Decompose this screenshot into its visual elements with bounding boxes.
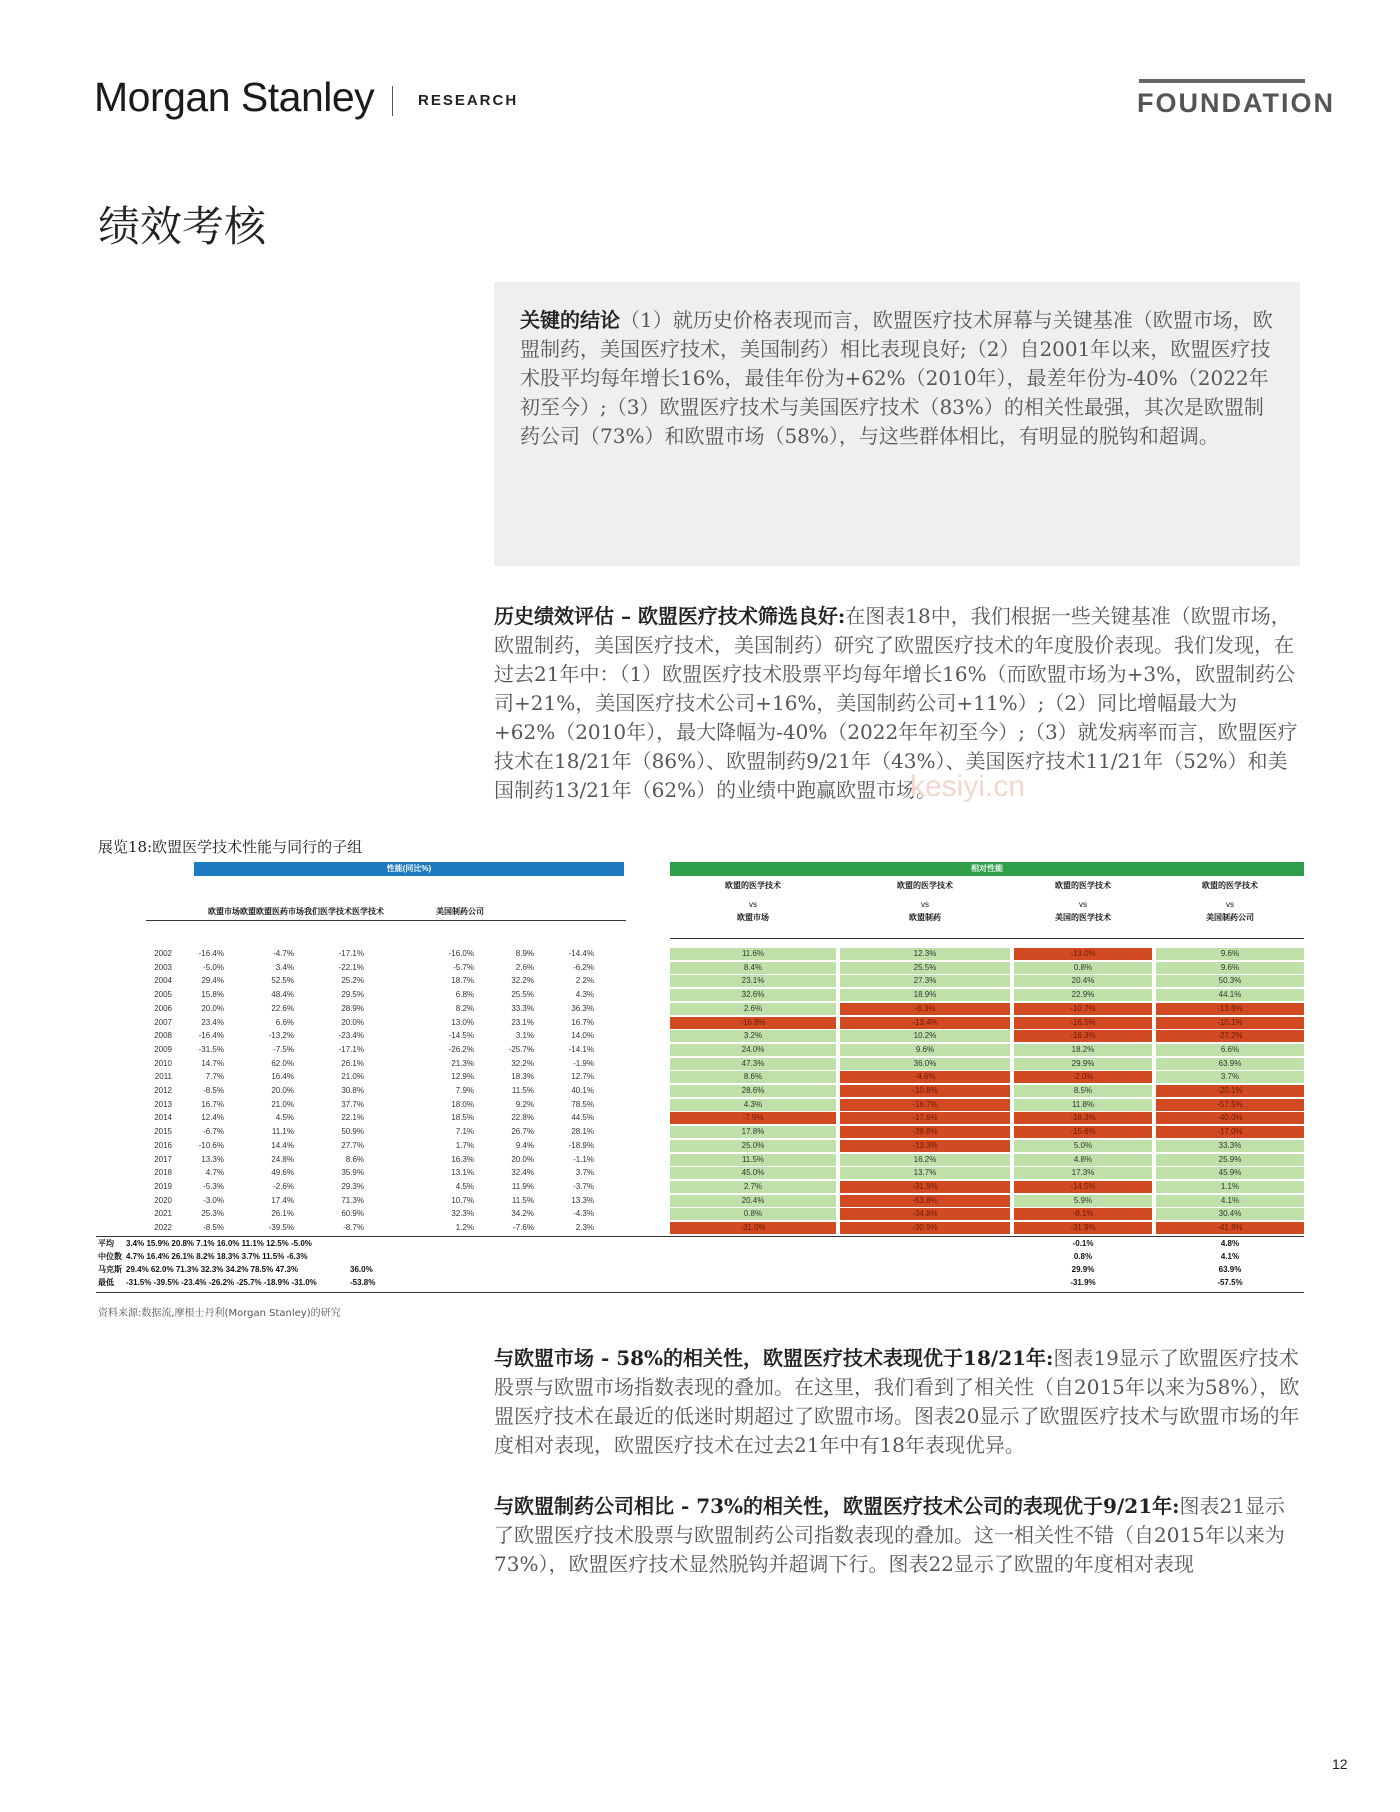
research-label: RESEARCH — [418, 92, 519, 109]
rel-cell: 10.2% — [840, 1030, 1010, 1042]
abs-cell: -3.7% — [573, 1181, 594, 1191]
pharma-paragraph — [494, 1492, 1300, 1579]
rel-cell: 8.4% — [670, 962, 836, 974]
abs-cell: 7.1% — [455, 1127, 474, 1137]
abs-cell: 32.4% — [511, 1168, 534, 1178]
table-row-year: 2002 — [154, 949, 172, 958]
table-row-year: 2022 — [154, 1223, 172, 1232]
abs-cell: 21.0% — [271, 1099, 294, 1109]
rel-cell: -16.8% — [670, 1017, 836, 1029]
abs-cell: 6.6% — [275, 1017, 294, 1027]
abs-cell: 9.4% — [515, 1140, 534, 1150]
us-pharma-label: 美国制药公司 — [436, 907, 484, 916]
rel-cell: 28.6% — [670, 1085, 836, 1097]
abs-cell: -16.0% — [448, 949, 474, 958]
rel-cell: -30.9% — [840, 1222, 1010, 1234]
abs-header-underline — [146, 920, 626, 921]
rel-cell: -13.4% — [840, 1017, 1010, 1029]
abs-cell: 21.0% — [341, 1072, 364, 1082]
rel-cell: -27.2% — [1156, 1030, 1304, 1042]
abs-cell: 28.1% — [571, 1127, 594, 1137]
rel-cell: -40.0% — [1156, 1112, 1304, 1124]
rel-cell: -10.8% — [840, 1085, 1010, 1097]
rel-cell: -17.0% — [1156, 1126, 1304, 1138]
abs-cell: -6.7% — [203, 1127, 224, 1137]
rel-cell: 5.0% — [1014, 1140, 1152, 1152]
abs-cell: 4.7% — [205, 1168, 224, 1178]
abs-cell: -23.4% — [338, 1031, 364, 1041]
rel-cell: 47.3% — [670, 1058, 836, 1070]
abs-cell: -7.6% — [513, 1223, 534, 1232]
abs-cell: 8.6% — [345, 1154, 364, 1164]
rel-cell: 17.8% — [670, 1126, 836, 1138]
abs-cell: -25.7% — [508, 1044, 534, 1054]
abs-cell: 26.7% — [511, 1127, 534, 1137]
rel-cell: -20.1% — [1156, 1085, 1304, 1097]
abs-cell: 9.2% — [515, 1099, 534, 1109]
abs-cell: 21.3% — [451, 1058, 474, 1068]
rel-cell: -16.5% — [1014, 1017, 1152, 1029]
abs-cell: 11.5% — [511, 1086, 534, 1095]
abs-cell: 30.8% — [341, 1086, 364, 1095]
abs-cell: 62.0% — [271, 1058, 294, 1068]
abs-perf-header: 性能(同比%) — [386, 864, 432, 873]
abs-cell: 13.0% — [451, 1017, 474, 1027]
abs-cell: -5.3% — [203, 1181, 224, 1191]
abs-cell: 22.8% — [511, 1113, 534, 1123]
table-row-year: 2018 — [154, 1168, 172, 1178]
rel-cell: 16.2% — [840, 1154, 1010, 1166]
abs-cell: 12.4% — [201, 1113, 224, 1123]
abs-cell: 4.5% — [455, 1181, 474, 1191]
summary-rel3: -31.9% — [1070, 1277, 1096, 1287]
abs-cell: 13.3% — [201, 1154, 224, 1164]
abs-cell: -14.4% — [568, 949, 594, 958]
rel-cell: 9.6% — [1156, 962, 1304, 974]
abs-cell: 8.2% — [455, 1003, 474, 1013]
abs-cell: 12.7% — [571, 1072, 594, 1082]
abs-cell: 24.8% — [271, 1154, 294, 1164]
morgan-stanley-logo: Morgan Stanley — [94, 74, 375, 120]
abs-cell: -1.9% — [573, 1058, 594, 1068]
abs-cell: 15.8% — [201, 990, 224, 1000]
rel-cell: 63.9% — [1156, 1058, 1304, 1070]
abs-cell: -17.1% — [338, 949, 364, 958]
summary-label: 马克斯 — [98, 1264, 122, 1274]
abs-cell: 7.9% — [455, 1086, 474, 1095]
summary-label: 中位数 — [98, 1251, 122, 1261]
abs-cell: -22.1% — [338, 962, 364, 972]
abs-cell: 29.5% — [341, 990, 364, 1000]
rel-cell: 9.6% — [840, 1044, 1010, 1056]
abs-cell: 20.0% — [201, 1003, 224, 1013]
key-conclusions-text — [520, 306, 1280, 451]
rel-cell: -57.5% — [1156, 1099, 1304, 1111]
rel-cell: 36.0% — [840, 1058, 1010, 1070]
rel-cell: -13.0% — [1014, 948, 1152, 960]
abs-cell: 17.4% — [271, 1195, 294, 1205]
market-body: 图表19显示了欧盟医疗技术股票与欧盟市场指数表现的叠加。在这里，我们看到了相关性（自2015年以来为58%），欧盟医疗技术在最近的低迷时期超过了欧盟市场。图表20显示了欧盟医疗技术与欧盟市场的年度相对表现，欧盟医疗技术在过去21年中有18年表现优异。 — [494, 1346, 1300, 1457]
rel-perf-header: 相对性能 — [971, 864, 1003, 873]
table-row-year: 2004 — [154, 976, 172, 986]
rel-col-header-2-vs: vs — [921, 900, 929, 909]
historical-heading: 历史绩效评估 – 欧盟医疗技术筛选良好: — [494, 604, 846, 628]
summary-mid: -53.8% — [350, 1277, 376, 1287]
rel-col-header-1-vs: vs — [749, 900, 757, 909]
abs-cell: 52.5% — [271, 976, 294, 986]
abs-cell: 29.4% — [201, 976, 224, 986]
abs-cell: -10.6% — [198, 1140, 224, 1150]
rel-cell: -4.6% — [840, 1071, 1010, 1083]
summary-rel4: 63.9% — [1218, 1264, 1242, 1274]
rel-cell: 33.3% — [1156, 1140, 1304, 1152]
foundation-label: FOUNDATION — [1137, 88, 1335, 118]
abs-cell: 49.6% — [271, 1168, 294, 1178]
abs-cell: 6.8% — [455, 990, 474, 1000]
rel-cell: -16.3% — [1014, 1030, 1152, 1042]
table-row-year: 2009 — [154, 1044, 172, 1054]
rel-col-header-4-l2: 美国制药公司 — [1206, 913, 1254, 922]
rel-cell: -17.6% — [840, 1112, 1010, 1124]
abs-cell: 18.5% — [451, 1113, 474, 1123]
rel-col-header-3-l1: 欧盟的医学技术 — [1055, 881, 1111, 890]
rel-cell: 2.6% — [670, 1003, 836, 1015]
market-heading: 与欧盟市场 - 58%的相关性，欧盟医疗技术表现优于18/21年: — [494, 1346, 1054, 1370]
table-row-year: 2006 — [154, 1003, 172, 1013]
abs-cell: 8.9% — [515, 949, 534, 958]
rel-cell: 4.8% — [1014, 1154, 1152, 1166]
rel-cell: 18.2% — [1014, 1044, 1152, 1056]
rel-cell: 4.1% — [1156, 1195, 1304, 1207]
rel-cell: 18.9% — [840, 989, 1010, 1001]
summary-label: 平均 — [98, 1238, 114, 1248]
table-row-year: 2017 — [154, 1154, 172, 1164]
rel-cell: 50.3% — [1156, 975, 1304, 987]
abs-cell: 34.2% — [511, 1209, 534, 1219]
abs-cell: 78.5% — [571, 1099, 594, 1109]
rel-cell: 6.6% — [1156, 1044, 1304, 1056]
rel-cell: -14.5% — [1014, 1181, 1152, 1193]
rel-cell: 20.4% — [1014, 975, 1152, 987]
historical-body: 在图表18中，我们根据一些关键基准（欧盟市场，欧盟制药，美国医疗技术，美国制药）研究了欧盟医疗技术的年度股价表现。我们发现，在过去21年中：（1）欧盟医疗技术股票平均每年增长16%（而欧盟市场为+3%，欧盟制药公司+21%，美国医疗技术公司+16%，美国制药公司+11%）;（2）同比增幅最大为+62%（2010年），最大降幅为-40%（2022年年初至今）;（3）就发病率而言，欧盟医疗技术在18/21年（86%）、欧盟制药9/21年（43%）、美国医疗技术11/21年（52%）和美国制药13/21年（62%）的业绩中跑赢欧盟市场。 — [494, 604, 1298, 802]
table-row-year: 2012 — [154, 1086, 172, 1095]
historical-paragraph — [494, 602, 1300, 805]
rel-cell: 17.3% — [1014, 1167, 1152, 1179]
summary-rel4: 4.1% — [1220, 1251, 1240, 1261]
rel-cell: 2.7% — [670, 1181, 836, 1193]
abs-cell: 1.2% — [455, 1223, 474, 1232]
abs-columns-label: 欧盟市场欧盟欧盟医药市场我们医学技术医学技术 — [208, 907, 384, 916]
abs-cell: -4.3% — [573, 1209, 594, 1219]
watermark: kesiyi.cn — [910, 770, 1026, 803]
abs-cell: -1.1% — [573, 1154, 594, 1164]
abs-cell: -2.6% — [273, 1181, 294, 1191]
table-row-year: 2003 — [154, 962, 172, 972]
foundation-rule — [1139, 79, 1305, 83]
abs-cell: 18.7% — [451, 976, 474, 986]
summary-rel3: 0.8% — [1073, 1251, 1093, 1261]
table-row-year: 2015 — [154, 1127, 172, 1137]
rel-col-header-2-l1: 欧盟的医学技术 — [897, 881, 953, 890]
summary-rel4: -57.5% — [1217, 1277, 1243, 1287]
abs-cell: 37.7% — [341, 1099, 364, 1109]
rel-cell: 30.4% — [1156, 1208, 1304, 1220]
abs-cell: 50.9% — [341, 1127, 364, 1137]
table-row-year: 2020 — [154, 1195, 172, 1205]
abs-cell: -7.5% — [273, 1044, 294, 1054]
rel-cell: 20.4% — [670, 1195, 836, 1207]
abs-cell: 4.5% — [275, 1113, 294, 1123]
summary-bottom-rule — [96, 1292, 1304, 1293]
logo-divider — [392, 86, 393, 116]
rel-cell: 25.5% — [840, 962, 1010, 974]
abs-cell: 2.6% — [515, 962, 534, 972]
market-paragraph — [494, 1344, 1300, 1460]
abs-cell: 23.1% — [511, 1017, 534, 1027]
abs-cell: -6.2% — [573, 962, 594, 972]
abs-cell: 3.4% — [275, 962, 294, 972]
abs-cell: -16.4% — [198, 1031, 224, 1041]
exhibit-title: 展览18:欧盟医学技术性能与同行的子组 — [98, 838, 363, 856]
abs-cell: 48.4% — [271, 990, 294, 1000]
abs-cell: 32.3% — [451, 1209, 474, 1219]
summary-label: 最低 — [98, 1277, 114, 1287]
table-row-year: 2016 — [154, 1140, 172, 1150]
abs-cell: 7.7% — [205, 1072, 224, 1082]
abs-cell: 32.2% — [511, 1058, 534, 1068]
abs-cell: 32.2% — [511, 976, 534, 986]
abs-cell: -31.5% — [198, 1044, 224, 1054]
abs-cell: 12.9% — [451, 1072, 474, 1082]
rel-cell: -18.3% — [1014, 1112, 1152, 1124]
rel-cell: 8.5% — [1014, 1085, 1152, 1097]
table-row-year: 2010 — [154, 1058, 172, 1068]
key-conclusions-heading: 关键的结论 — [520, 308, 620, 332]
abs-cell: 14.0% — [571, 1031, 594, 1041]
abs-cell: 16.3% — [451, 1154, 474, 1164]
abs-cell: 22.6% — [271, 1003, 294, 1013]
rel-cell: 25.0% — [670, 1140, 836, 1152]
abs-cell: 25.3% — [201, 1209, 224, 1219]
rel-col-header-4-vs: vs — [1226, 900, 1234, 909]
abs-cell: 36.3% — [571, 1003, 594, 1013]
abs-cell: 16.4% — [271, 1072, 294, 1082]
abs-cell: 71.3% — [341, 1195, 364, 1205]
rel-cell: 4.3% — [670, 1099, 836, 1111]
summary-values: 29.4% 62.0% 71.3% 32.3% 34.2% 78.5% 47.3% — [126, 1264, 299, 1274]
abs-cell: -17.1% — [338, 1044, 364, 1054]
rel-cell: -31.9% — [840, 1181, 1010, 1193]
summary-values: 3.4% 15.9% 20.8% 7.1% 16.0% 11.1% 12.5% -5.0% — [126, 1238, 312, 1248]
abs-cell: 20.0% — [511, 1154, 534, 1164]
rel-cell: -2.0% — [1014, 1071, 1152, 1083]
abs-cell: 29.3% — [341, 1181, 364, 1191]
rel-col-header-3-vs: vs — [1079, 900, 1087, 909]
rel-cell: 11.5% — [670, 1154, 836, 1166]
rel-cell: -16.7% — [840, 1099, 1010, 1111]
rel-cell: 5.9% — [1014, 1195, 1152, 1207]
table-row-year: 2021 — [154, 1209, 172, 1219]
abs-cell: 1.7% — [455, 1140, 474, 1150]
abs-cell: 16.7% — [571, 1017, 594, 1027]
abs-cell: -39.5% — [268, 1223, 294, 1232]
rel-cell: -7.9% — [670, 1112, 836, 1124]
abs-cell: -14.5% — [448, 1031, 474, 1041]
rel-col-header-4-l1: 欧盟的医学技术 — [1202, 881, 1258, 890]
rel-cell: 45.0% — [670, 1167, 836, 1179]
abs-cell: -3.0% — [203, 1195, 224, 1205]
rel-cell: -6.3% — [840, 1003, 1010, 1015]
rel-cell: -34.8% — [840, 1208, 1010, 1220]
rows-bottom-rule — [96, 1236, 1304, 1237]
abs-cell: 11.1% — [271, 1127, 294, 1137]
summary-rel3: -0.1% — [1072, 1238, 1094, 1248]
table-row-year: 2019 — [154, 1181, 172, 1191]
abs-cell: 4.3% — [575, 990, 594, 1000]
summary-rel4: 4.8% — [1220, 1238, 1240, 1248]
abs-cell: 23.4% — [201, 1017, 224, 1027]
rel-cell: -31.9% — [1014, 1222, 1152, 1234]
abs-cell: 35.9% — [341, 1168, 364, 1178]
pharma-body: 图表21显示了欧盟医疗技术股票与欧盟制药公司指数表现的叠加。这一相关性不错（自2015年以来为73%），欧盟医疗技术显然脱钩并超调下行。图表22显示了欧盟的年度相对表现 — [494, 1494, 1285, 1576]
abs-cell: 11.9% — [511, 1181, 534, 1191]
rel-col-header-1-l1: 欧盟的医学技术 — [725, 881, 781, 890]
abs-cell: 13.1% — [451, 1168, 474, 1178]
table-row-year: 2008 — [154, 1031, 172, 1041]
abs-cell: 28.9% — [341, 1003, 364, 1013]
abs-cell: -16.4% — [198, 949, 224, 958]
abs-cell: -5.7% — [453, 962, 474, 972]
rel-cell: -15.6% — [1014, 1126, 1152, 1138]
table-row-year: 2011 — [154, 1072, 172, 1082]
abs-cell: 20.0% — [341, 1017, 364, 1027]
rel-cell: 3.2% — [670, 1030, 836, 1042]
exhibit-table — [96, 862, 1304, 1302]
abs-cell: 18.3% — [511, 1072, 534, 1082]
abs-cell: 22.1% — [341, 1113, 364, 1123]
rel-cell: 0.8% — [670, 1208, 836, 1220]
abs-cell: -14.1% — [568, 1044, 594, 1054]
rel-cell: 45.9% — [1156, 1167, 1304, 1179]
rel-cell: 22.9% — [1014, 989, 1152, 1001]
abs-cell: -4.7% — [273, 949, 294, 958]
rel-cell: -53.8% — [840, 1195, 1010, 1207]
abs-cell: -26.2% — [448, 1044, 474, 1054]
abs-cell: 14.7% — [201, 1058, 224, 1068]
summary-values: 4.7% 16.4% 26.1% 8.2% 18.3% 3.7% 11.5% -6.3% — [126, 1251, 308, 1261]
abs-cell: 14.4% — [271, 1140, 294, 1150]
table-row-year: 2013 — [154, 1099, 172, 1109]
abs-cell: -18.9% — [568, 1140, 594, 1150]
rel-col-header-2-l2: 欧盟制药 — [909, 913, 941, 922]
abs-cell: 26.1% — [271, 1209, 294, 1219]
summary-rel3: 29.9% — [1071, 1264, 1095, 1274]
rel-cell: 25.9% — [1156, 1154, 1304, 1166]
abs-cell: 20.0% — [271, 1086, 294, 1095]
rel-cell: 32.6% — [670, 989, 836, 1001]
rel-header-underline — [670, 938, 1304, 939]
rel-cell: 13.7% — [840, 1167, 1010, 1179]
abs-cell: 10.7% — [451, 1195, 474, 1205]
rel-cell: -41.8% — [1156, 1222, 1304, 1234]
rel-cell: 3.7% — [1156, 1071, 1304, 1083]
pharma-heading: 与欧盟制药公司相比 - 73%的相关性，欧盟医疗技术公司的表现优于9/21年: — [494, 1494, 1180, 1518]
page-number: 12 — [1332, 1756, 1348, 1772]
key-conclusions-body: （1）就历史价格表现而言，欧盟医疗技术屏幕与关键基准（欧盟市场，欧盟制药，美国医疗技术，美国制药）相比表现良好;（2）自2001年以来，欧盟医疗技术股平均每年增长16%，最佳年份为+62%（2010年），最差年份为-40%（2022年初至今）;（3）欧盟医疗技术与美国医疗技术（83%）的相关性最强，其次是欧盟制药公司（73%）和欧盟市场（58%），与这些群体相比，有明显的脱钩和超调。 — [520, 308, 1273, 448]
rel-cell: -8.1% — [1014, 1208, 1152, 1220]
abs-cell: 11.5% — [511, 1195, 534, 1205]
rel-cell: 24.0% — [670, 1044, 836, 1056]
rel-cell: 0.8% — [1014, 962, 1152, 974]
rel-cell: 27.3% — [840, 975, 1010, 987]
page-title: 绩效考核 — [98, 202, 267, 251]
table-row-year: 2005 — [154, 990, 172, 1000]
rel-cell: 9.6% — [1156, 948, 1304, 960]
rel-cell: 12.3% — [840, 948, 1010, 960]
abs-cell: 2.2% — [575, 976, 594, 986]
abs-cell: -5.0% — [203, 962, 224, 972]
summary-mid: 36.0% — [350, 1264, 373, 1274]
abs-cell: -8.5% — [203, 1086, 224, 1095]
abs-cell: 3.1% — [515, 1031, 534, 1041]
abs-cell: 26.1% — [341, 1058, 364, 1068]
abs-cell: 16.7% — [201, 1099, 224, 1109]
abs-cell: 25.5% — [511, 990, 534, 1000]
source-note: 资料来源:数据流,摩根士丹利(Morgan Stanley)的研究 — [98, 1308, 341, 1319]
abs-cell: 2.3% — [575, 1223, 594, 1232]
summary-values: -31.5% -39.5% -23.4% -26.2% -25.7% -18.9% -31.0% — [126, 1277, 317, 1287]
rel-col-header-3-l2: 美国的医学技术 — [1055, 913, 1111, 922]
table-row-year: 2007 — [154, 1017, 172, 1027]
rel-cell: 8.6% — [670, 1071, 836, 1083]
rel-cell: 44.1% — [1156, 989, 1304, 1001]
rel-cell: -31.0% — [670, 1222, 836, 1234]
rel-col-header-1-l2: 欧盟市场 — [737, 913, 769, 922]
rel-cell: -10.7% — [1014, 1003, 1152, 1015]
rel-cell: 29.9% — [1014, 1058, 1152, 1070]
abs-cell: 40.1% — [571, 1086, 594, 1095]
rel-cell: -13.8% — [1156, 1003, 1304, 1015]
rel-cell: 23.1% — [670, 975, 836, 987]
abs-cell: -8.5% — [203, 1223, 224, 1232]
table-row-year: 2014 — [154, 1113, 172, 1123]
rel-cell: -39.8% — [840, 1126, 1010, 1138]
abs-cell: 60.9% — [341, 1209, 364, 1219]
abs-cell: -8.7% — [343, 1223, 364, 1232]
rel-cell: 1.1% — [1156, 1181, 1304, 1193]
abs-cell: 3.7% — [575, 1168, 594, 1178]
abs-cell: 25.2% — [341, 976, 364, 986]
abs-cell: 33.3% — [511, 1003, 534, 1013]
rel-cell: -10.1% — [1156, 1017, 1304, 1029]
abs-cell: 27.7% — [341, 1140, 364, 1150]
abs-cell: 18.0% — [451, 1099, 474, 1109]
abs-cell: -13.2% — [268, 1031, 294, 1041]
rel-cell: -13.3% — [840, 1140, 1010, 1152]
rel-cell: 11.8% — [1014, 1099, 1152, 1111]
abs-cell: 44.5% — [571, 1113, 594, 1123]
rel-cell: 11.6% — [670, 948, 836, 960]
abs-cell: 13.3% — [571, 1195, 594, 1205]
